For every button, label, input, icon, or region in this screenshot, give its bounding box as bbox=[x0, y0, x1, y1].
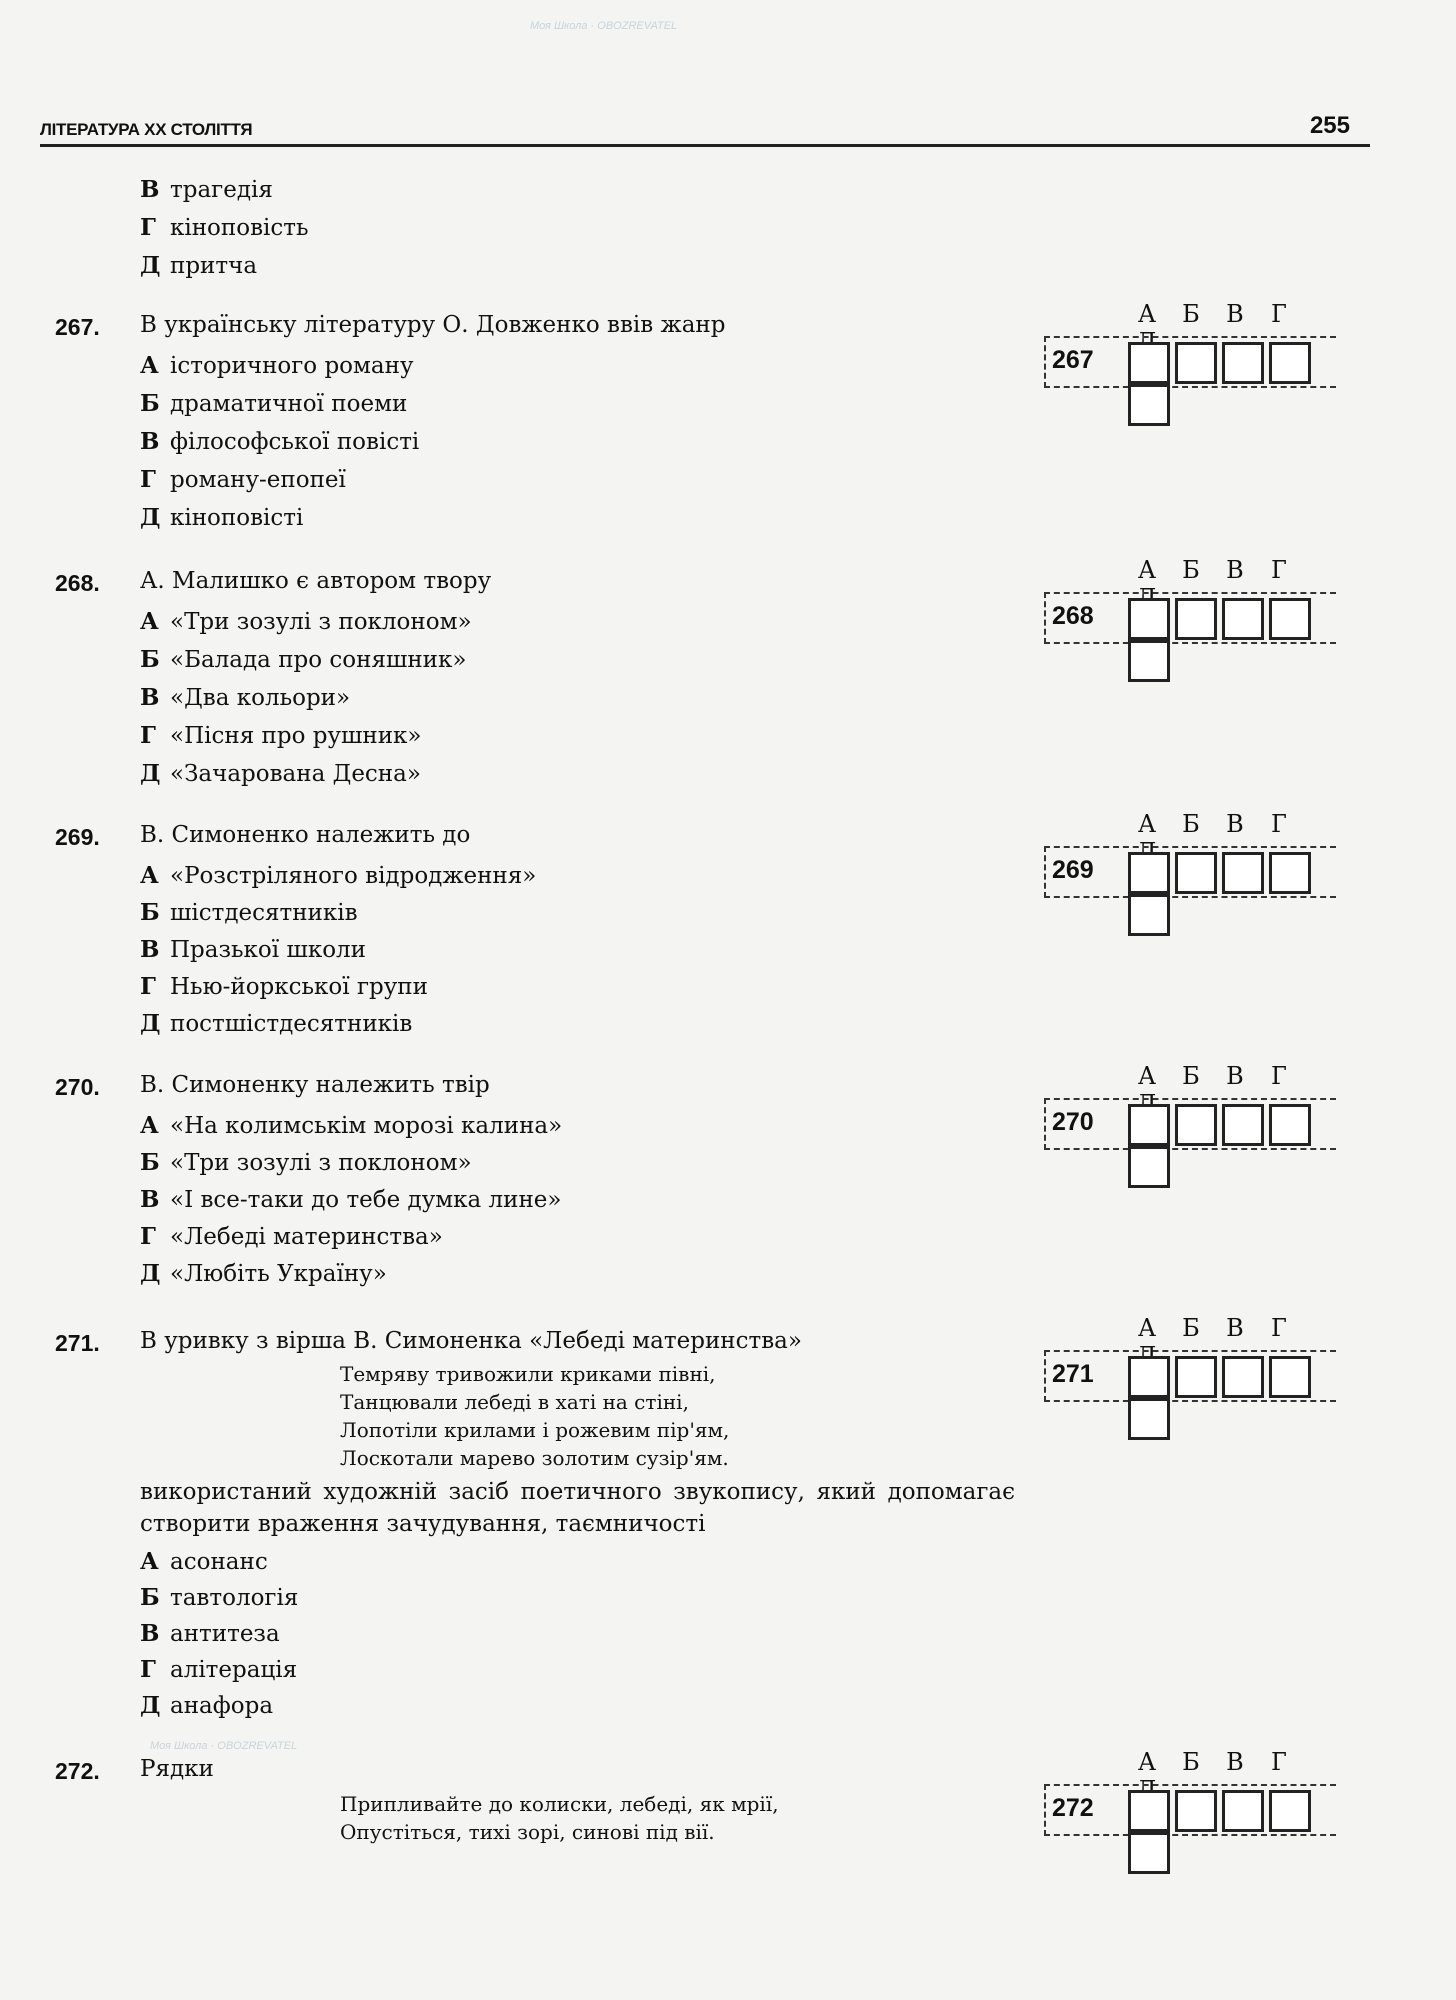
option: А «На колимськім морозі калина» bbox=[140, 1112, 563, 1139]
option: В філософської повісті bbox=[140, 428, 420, 455]
option: А історичного роману bbox=[140, 352, 414, 379]
option: В антитеза bbox=[140, 1620, 280, 1647]
option: Г роману-епопеї bbox=[140, 466, 346, 493]
answer-cell[interactable] bbox=[1269, 1356, 1311, 1398]
answer-number: 271 bbox=[1052, 1360, 1094, 1388]
option: Б тавтологія bbox=[140, 1584, 299, 1611]
answer-number: 267 bbox=[1052, 346, 1094, 374]
answer-cell[interactable] bbox=[1222, 598, 1264, 640]
option: В Празької школи bbox=[140, 936, 366, 963]
answer-cell[interactable] bbox=[1128, 852, 1170, 894]
answer-cell[interactable] bbox=[1222, 1790, 1264, 1832]
option: Б «Три зозулі з поклоном» bbox=[140, 1149, 472, 1176]
poem-excerpt: Темряву тривожили криками півні, Танцювали лебеді в хаті на стіні, Лопотіли крилами і рожевим пір'ям, Лоскотали марево золотим сузір'ям. bbox=[340, 1362, 730, 1470]
answer-grid: А Б В Г 271 bbox=[1040, 1314, 1340, 1404]
option: Д кіноповісті bbox=[140, 504, 304, 531]
answer-cell[interactable] bbox=[1269, 1790, 1311, 1832]
option: Д «Зачарована Десна» bbox=[140, 760, 421, 787]
option: В трагедія bbox=[140, 176, 273, 203]
question-number: 268. bbox=[55, 570, 100, 596]
option: Б драматичної поеми bbox=[140, 390, 408, 417]
question-number: 270. bbox=[55, 1074, 100, 1100]
page-number: 255 bbox=[1309, 112, 1350, 139]
answer-cell[interactable] bbox=[1269, 852, 1311, 894]
poem-excerpt: Припливайте до колиски, лебеді, як мрії, Опустіться, тихі зорі, синові під вії. bbox=[340, 1792, 779, 1844]
question-continuation: використаний художній засіб поетичного звукопису, який допомагає створити враження зачудування, таємничості bbox=[140, 1479, 1015, 1537]
option: Д анафора bbox=[140, 1692, 274, 1719]
question-text: В. Симоненко належить до bbox=[140, 822, 471, 848]
section-title: ЛІТЕРАТУРА ХХ СТОЛІТТЯ bbox=[40, 120, 253, 139]
answer-cell[interactable] bbox=[1128, 342, 1170, 384]
option: А асонанс bbox=[140, 1548, 268, 1575]
answer-cell[interactable] bbox=[1222, 852, 1264, 894]
answer-number: 268 bbox=[1052, 602, 1094, 630]
question-number: 272. bbox=[55, 1758, 100, 1784]
question-text: А. Малишко є автором твору bbox=[140, 568, 492, 594]
answer-cell[interactable] bbox=[1269, 1104, 1311, 1146]
option: В «Два кольори» bbox=[140, 684, 351, 711]
answer-cell[interactable] bbox=[1222, 342, 1264, 384]
option: Б шістдесятників bbox=[140, 899, 358, 926]
watermark: Моя Школа · OBOZREVATEL bbox=[530, 20, 678, 32]
answer-cell[interactable] bbox=[1128, 1146, 1170, 1188]
answer-cell[interactable] bbox=[1175, 1356, 1217, 1398]
option: Д «Любіть Україну» bbox=[140, 1260, 387, 1287]
question-number: 271. bbox=[55, 1330, 100, 1356]
answer-cell[interactable] bbox=[1222, 1356, 1264, 1398]
answer-cell[interactable] bbox=[1269, 598, 1311, 640]
answer-cell[interactable] bbox=[1128, 640, 1170, 682]
option: А «Три зозулі з поклоном» bbox=[140, 608, 472, 635]
option: Г «Лебеді материнства» bbox=[140, 1223, 443, 1250]
answer-cell[interactable] bbox=[1128, 1398, 1170, 1440]
question-text: В уривку з вірша В. Симоненка «Лебеді материнства» bbox=[140, 1328, 802, 1354]
answer-grid: А Б В Г 272 bbox=[1040, 1748, 1340, 1838]
answer-cell[interactable] bbox=[1175, 598, 1217, 640]
option: В «І все-таки до тебе думка лине» bbox=[140, 1186, 562, 1213]
answer-cell[interactable] bbox=[1269, 342, 1311, 384]
answer-grid: А Б В Г 270 bbox=[1040, 1062, 1340, 1152]
answer-cell[interactable] bbox=[1128, 384, 1170, 426]
answer-cell[interactable] bbox=[1175, 342, 1217, 384]
option: Д притча bbox=[140, 252, 258, 279]
answer-number: 270 bbox=[1052, 1108, 1094, 1136]
page-header bbox=[40, 110, 1370, 147]
answer-cell[interactable] bbox=[1128, 1832, 1170, 1874]
question-text: В. Симоненку належить твір bbox=[140, 1072, 490, 1098]
option: Г алітерація bbox=[140, 1656, 298, 1683]
answer-cell[interactable] bbox=[1175, 1104, 1217, 1146]
option: Г кіноповість bbox=[140, 214, 309, 241]
answer-cell[interactable] bbox=[1222, 1104, 1264, 1146]
question-text: Рядки bbox=[140, 1756, 214, 1782]
answer-grid: А Б В Г 269 bbox=[1040, 810, 1340, 900]
answer-cell[interactable] bbox=[1128, 598, 1170, 640]
option: Г «Пісня про рушник» bbox=[140, 722, 422, 749]
answer-cell[interactable] bbox=[1128, 894, 1170, 936]
answer-cell[interactable] bbox=[1128, 1104, 1170, 1146]
answer-number: 269 bbox=[1052, 856, 1094, 884]
option: Д постшістдесятників bbox=[140, 1010, 413, 1037]
option: Б «Балада про соняшник» bbox=[140, 646, 467, 673]
question-number: 269. bbox=[55, 824, 100, 850]
watermark: Моя Школа · OBOZREVATEL bbox=[150, 1740, 298, 1752]
answer-cell[interactable] bbox=[1128, 1790, 1170, 1832]
answer-cell[interactable] bbox=[1128, 1356, 1170, 1398]
question-text: В українську літературу О. Довженко ввів жанр bbox=[140, 312, 726, 338]
answer-grid: А Б В Г 267 bbox=[1040, 300, 1340, 390]
option: Г Нью-йоркської групи bbox=[140, 973, 428, 1000]
answer-cell[interactable] bbox=[1175, 1790, 1217, 1832]
answer-cell[interactable] bbox=[1175, 852, 1217, 894]
answer-grid: А Б В Г 268 bbox=[1040, 556, 1340, 646]
option: А «Розстріляного відродження» bbox=[140, 862, 537, 889]
question-number: 267. bbox=[55, 314, 100, 340]
answer-number: 272 bbox=[1052, 1794, 1094, 1822]
